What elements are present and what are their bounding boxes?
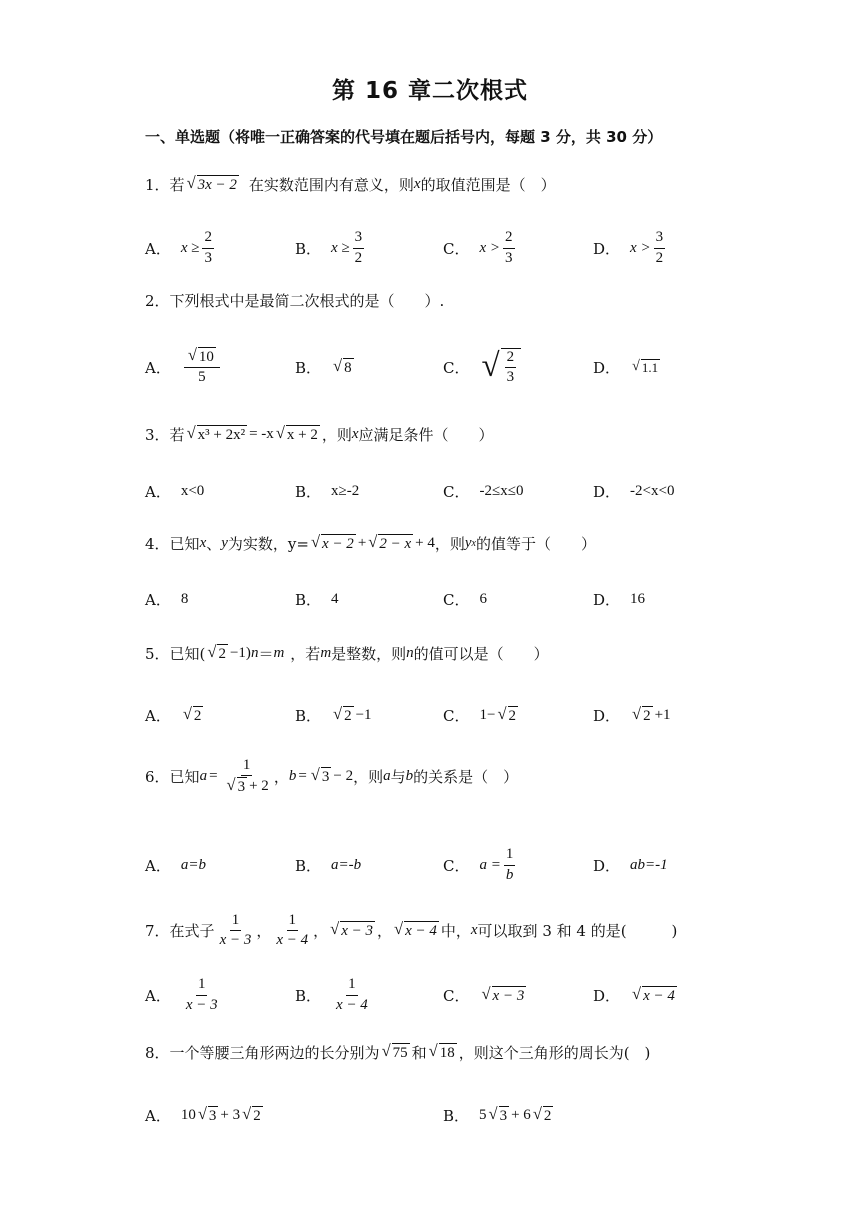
option-c: C． a = $\frac{1}{b}$ xyxy=(443,846,514,883)
question-7-options xyxy=(145,970,785,1020)
question-1: 1． 若 √ 3x − 2 在实数范围内有意义，则 x 的取值范围是（ ） xyxy=(145,173,556,194)
option-a: A． √ 10 5 xyxy=(145,342,223,392)
option-b: B． a=-b xyxy=(295,856,362,875)
question-8: 8． 一个等腰三角形两边的长分别为 √ 75 和 √ 18 ，则这个三角形的周长为( ) xyxy=(145,1041,651,1062)
option-a: A． 8 xyxy=(145,590,189,609)
option-b: B． √ 2 −1 xyxy=(295,703,372,725)
option-d: D． ab=-1 xyxy=(593,856,668,875)
radical: √ 3 xyxy=(310,765,330,786)
radical: √ 2 − x xyxy=(368,532,412,552)
option-d: D． 16 xyxy=(593,590,646,609)
question-5-options xyxy=(145,690,785,740)
option-b: B． x≥-2 xyxy=(295,482,360,501)
question-8-options xyxy=(145,1090,785,1140)
question-2: 2． 下列根式中是最简二次根式的是（ ）. xyxy=(145,292,445,310)
radical: √ x − 2 xyxy=(310,532,354,552)
page-title: 第 16 章二次根式 xyxy=(331,78,529,104)
question-1-options xyxy=(145,223,785,273)
option-a: A． x<0 xyxy=(145,482,205,501)
radical: √ x + 2 xyxy=(275,423,318,443)
radical: √ 2 xyxy=(207,642,226,662)
option-b: B． $\frac{1}{x - 4}$ xyxy=(295,976,368,1013)
section-heading: 一、单选题（将唯一正确答案的代号填在题后括号内，每题 3 分，共 30 分） xyxy=(145,128,663,146)
radical: √ 18 xyxy=(428,1041,455,1061)
option-a: A． √ 2 xyxy=(145,703,202,725)
option-d: D． x > $\frac{3}{2}$ xyxy=(593,229,664,266)
question-7: 7． 在式子 $\frac{1}{x - 3}$ ， $\frac{1}{x - 4}$ ， √ x − 3 ， √ x − 4 中， x 可以取到 3 和 4 的是( ) xyxy=(145,912,678,949)
option-d: D． √ 1.1 xyxy=(593,357,659,377)
fraction: $\frac{1}{x - 3}$ xyxy=(219,912,252,949)
radical: √ x − 4 xyxy=(394,919,437,940)
radical: √ x − 3 xyxy=(330,919,373,940)
option-d: D． √ 2 +1 xyxy=(593,703,671,725)
option-b: B． 4 xyxy=(295,590,339,609)
option-a: A． 10 √ 3 + 3 √ 2 xyxy=(145,1103,261,1125)
option-c: C． x > $\frac{2}{3}$ xyxy=(443,229,513,266)
option-a: A． x ≥ $\frac{2}{3}$ xyxy=(145,229,212,266)
option-b: B． 5 √ 3 + 6 √ 2 xyxy=(443,1103,552,1125)
fraction: 1 √ 3 + 2 xyxy=(226,757,269,796)
question-2-options xyxy=(145,342,785,392)
option-d: D． -2<x<0 xyxy=(593,482,675,501)
question-6-options xyxy=(145,840,785,890)
radical: √ x³ + 2x² xyxy=(186,423,246,443)
option-c: C． √ $\frac{2}{3}$ xyxy=(443,342,523,392)
option-b: B． x ≥ $\frac{3}{2}$ xyxy=(295,229,363,266)
question-3-options xyxy=(145,466,785,516)
question-3: 3． 若 √ x³ + 2x² = -x √ x + 2 ，则 x 应满足条件（ ） xyxy=(145,423,494,444)
question-5: 5． 已知( √ 2 −1) n ＝ m ，若 m 是整数，则 n 的值可以是（ ） xyxy=(145,642,549,663)
option-a: A． $\frac{1}{x - 3}$ xyxy=(145,976,218,1013)
fraction: $\frac{1}{x - 4}$ xyxy=(276,912,309,949)
option-c: C． -2≤x≤0 xyxy=(443,482,524,501)
option-c: C． 6 xyxy=(443,590,487,609)
option-c: C． 1− √ 2 xyxy=(443,703,517,725)
option-c: C． √ x − 3 xyxy=(443,983,525,1005)
question-4: 4． 已知 x 、 y 为实数，y= √ x − 2 + √ 2 − x + 4 ，则 y x 的值等于（ ） xyxy=(145,532,596,553)
question-4-options xyxy=(145,574,785,624)
radical: √ 75 xyxy=(381,1041,408,1061)
question-6: 6． 已知 a = 1 √ 3 + 2 ， b = √ 3 − 2 ，则 a 与 b 的关系是（ ） xyxy=(145,757,519,796)
option-b: B． √ 8 xyxy=(295,355,352,377)
option-a: A． a=b xyxy=(145,856,206,875)
option-d: D． √ x − 4 xyxy=(593,983,675,1005)
radical: √ 3x − 2 xyxy=(186,173,237,193)
